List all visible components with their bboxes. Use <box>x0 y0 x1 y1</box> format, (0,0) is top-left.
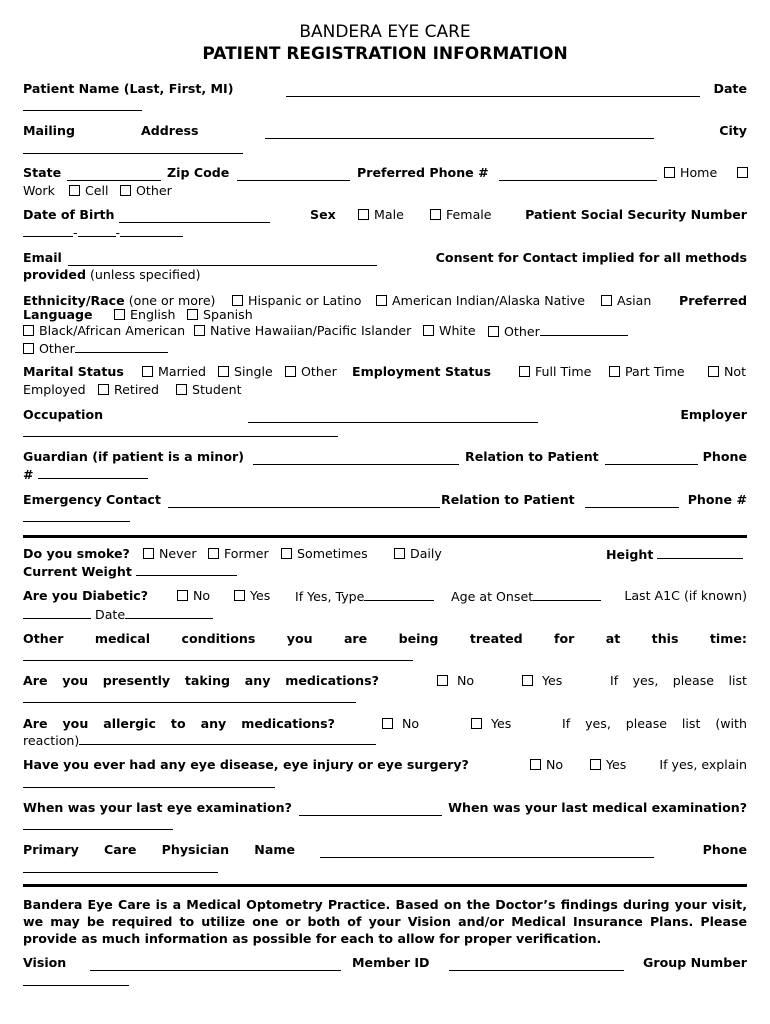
daily-checkbox[interactable] <box>394 548 405 559</box>
part-time-checkbox[interactable] <box>609 366 620 377</box>
exam-row: When was your last eye examination? When was your last medical examination? <box>23 800 747 815</box>
dob-field[interactable] <box>119 210 270 223</box>
form-title: PATIENT REGISTRATION INFORMATION <box>202 44 568 64</box>
onset-field[interactable] <box>533 588 601 601</box>
patient-name-label: Patient Name (Last, First, MI) <box>23 81 234 96</box>
phone-field[interactable] <box>499 168 657 181</box>
guardian-phone-field[interactable] <box>38 466 148 479</box>
emergency-relation-field[interactable] <box>585 495 679 508</box>
asian-checkbox[interactable] <box>601 295 612 306</box>
pcp-field[interactable] <box>320 845 654 858</box>
consent-label: Consent for Contact implied for all methods <box>435 250 747 265</box>
diabetic-yes-checkbox[interactable] <box>234 590 245 601</box>
single-checkbox[interactable] <box>218 366 229 377</box>
american-indian-checkbox[interactable] <box>376 295 387 306</box>
diabetic-row: Are you Diabetic? No Yes If Yes, Type Age at Onset Last A1C (if known) <box>23 588 747 604</box>
other-phone-checkbox[interactable] <box>120 185 131 196</box>
employer-field[interactable] <box>23 424 338 437</box>
vision-field[interactable] <box>90 958 341 971</box>
former-checkbox[interactable] <box>208 548 219 559</box>
never-checkbox[interactable] <box>143 548 154 559</box>
female-checkbox[interactable] <box>430 209 441 220</box>
retired-checkbox[interactable] <box>98 384 109 395</box>
occupation-row: Occupation Employer <box>23 407 747 422</box>
medications-field[interactable] <box>23 690 356 703</box>
marital-row: Marital Status Married Single Other Employment Status Full Time Part Time Not <box>23 364 747 379</box>
divider <box>23 884 747 887</box>
emergency-row: Emergency Contact Relation to Patient Phone # <box>23 492 747 507</box>
occupation-field[interactable] <box>248 410 538 423</box>
pcp-phone-field[interactable] <box>23 860 218 873</box>
home-checkbox[interactable] <box>664 167 675 178</box>
date-label: Date <box>713 81 747 96</box>
weight-field[interactable] <box>136 563 237 576</box>
height-field[interactable] <box>657 546 743 559</box>
eye-yes-checkbox[interactable] <box>590 759 601 770</box>
cell-checkbox[interactable] <box>69 185 80 196</box>
diabetic-no-checkbox[interactable] <box>177 590 188 601</box>
student-checkbox[interactable] <box>176 384 187 395</box>
sometimes-checkbox[interactable] <box>281 548 292 559</box>
group-number-field[interactable] <box>23 973 129 986</box>
state-row: State Zip Code Preferred Phone # Home <box>23 165 747 180</box>
eye-disease-field[interactable] <box>23 775 275 788</box>
city-label: City <box>719 123 747 138</box>
zip-label: Zip Code <box>167 165 230 180</box>
other2-field[interactable] <box>75 340 168 353</box>
address-label: Address <box>141 123 199 138</box>
black-checkbox[interactable] <box>23 325 34 336</box>
hawaiian-checkbox[interactable] <box>194 325 205 336</box>
a1c-date-field[interactable] <box>125 606 213 619</box>
other-marital-checkbox[interactable] <box>285 366 296 377</box>
city-field[interactable] <box>23 141 243 154</box>
date-field[interactable] <box>23 98 142 111</box>
language-label: Language <box>23 307 93 322</box>
email-row <box>23 250 747 265</box>
spanish-checkbox[interactable] <box>187 309 198 320</box>
smoke-row: Do you smoke? Never Former Sometimes Daily Height <box>23 546 747 561</box>
mailing-row <box>23 123 747 138</box>
ssn-part2[interactable] <box>78 224 116 237</box>
not-employed-checkbox[interactable] <box>708 366 719 377</box>
diabetes-type-field[interactable] <box>364 588 434 601</box>
allergy-no-checkbox[interactable] <box>382 718 393 729</box>
other2-checkbox[interactable] <box>23 343 34 354</box>
divider <box>23 535 747 538</box>
state-label: State <box>23 165 62 180</box>
other-race-checkbox[interactable] <box>488 326 499 337</box>
email-field[interactable] <box>68 253 377 266</box>
address-field[interactable] <box>265 126 654 139</box>
ssn-part1[interactable] <box>23 224 73 237</box>
state-field[interactable] <box>67 168 161 181</box>
conditions-field[interactable] <box>23 648 413 661</box>
eye-exam-field[interactable] <box>299 803 442 816</box>
ssn-label: Patient Social Security Number <box>525 207 747 222</box>
english-checkbox[interactable] <box>114 309 125 320</box>
allergy-yes-checkbox[interactable] <box>471 718 482 729</box>
emergency-phone-field[interactable] <box>23 509 130 522</box>
member-id-field[interactable] <box>449 958 624 971</box>
ssn-field-row: - - <box>23 224 747 240</box>
married-checkbox[interactable] <box>142 366 153 377</box>
guardian-field[interactable] <box>253 452 459 465</box>
insurance-row: Vision Member ID Group Number <box>23 955 747 970</box>
emergency-field[interactable] <box>168 495 440 508</box>
meds-no-checkbox[interactable] <box>437 675 448 686</box>
meds-yes-checkbox[interactable] <box>522 675 533 686</box>
phone-type-row: Work Cell Other <box>23 183 172 198</box>
patient-name-row <box>23 81 747 96</box>
male-checkbox[interactable] <box>358 209 369 220</box>
guardian-row: Guardian (if patient is a minor) Relation to Patient Phone <box>23 449 747 464</box>
other-conditions-row: Other medical conditions you are being treated for at this time: <box>23 631 747 646</box>
email-label: Email <box>23 250 62 265</box>
preferred-phone-label: Preferred Phone # <box>357 165 489 180</box>
full-time-checkbox[interactable] <box>519 366 530 377</box>
insurance-notice: Bandera Eye Care is a Medical Optometry Practice. Based on the Doctor’s findings during your visit, we may be required to utilize one or both of your Vision and/or Medical Insurance Plans. Please provide as much information as possible for each to allow for proper verification. <box>23 897 747 946</box>
dob-label: Date of Birth <box>23 207 115 222</box>
allergy-field[interactable] <box>79 732 376 745</box>
ethnicity-label: Ethnicity/Race <box>23 293 125 308</box>
other-race-field[interactable] <box>540 323 628 336</box>
zip-field[interactable] <box>237 168 350 181</box>
guardian-relation-field[interactable] <box>605 452 698 465</box>
patient-name-field[interactable] <box>286 84 700 97</box>
ssn-part3[interactable] <box>120 224 183 237</box>
sex-label: Sex <box>310 207 336 222</box>
mailing-label: Mailing <box>23 123 75 138</box>
ethnicity-row: Ethnicity/Race (one or more) Hispanic or Latino American Indian/Alaska Native Asian Preferred <box>23 293 747 308</box>
dob-row: Date of Birth Sex Male Female Patient Social Security Number <box>23 207 747 222</box>
work-checkbox[interactable] <box>737 167 748 178</box>
eye-no-checkbox[interactable] <box>530 759 541 770</box>
medical-exam-field[interactable] <box>23 817 173 830</box>
org-name: BANDERA EYE CARE <box>299 22 471 42</box>
a1c-field[interactable] <box>23 606 91 619</box>
white-checkbox[interactable] <box>423 325 434 336</box>
hispanic-checkbox[interactable] <box>232 295 243 306</box>
eye-disease-row: Have you ever had any eye disease, eye injury or eye surgery? No Yes If yes, explain <box>23 757 747 772</box>
